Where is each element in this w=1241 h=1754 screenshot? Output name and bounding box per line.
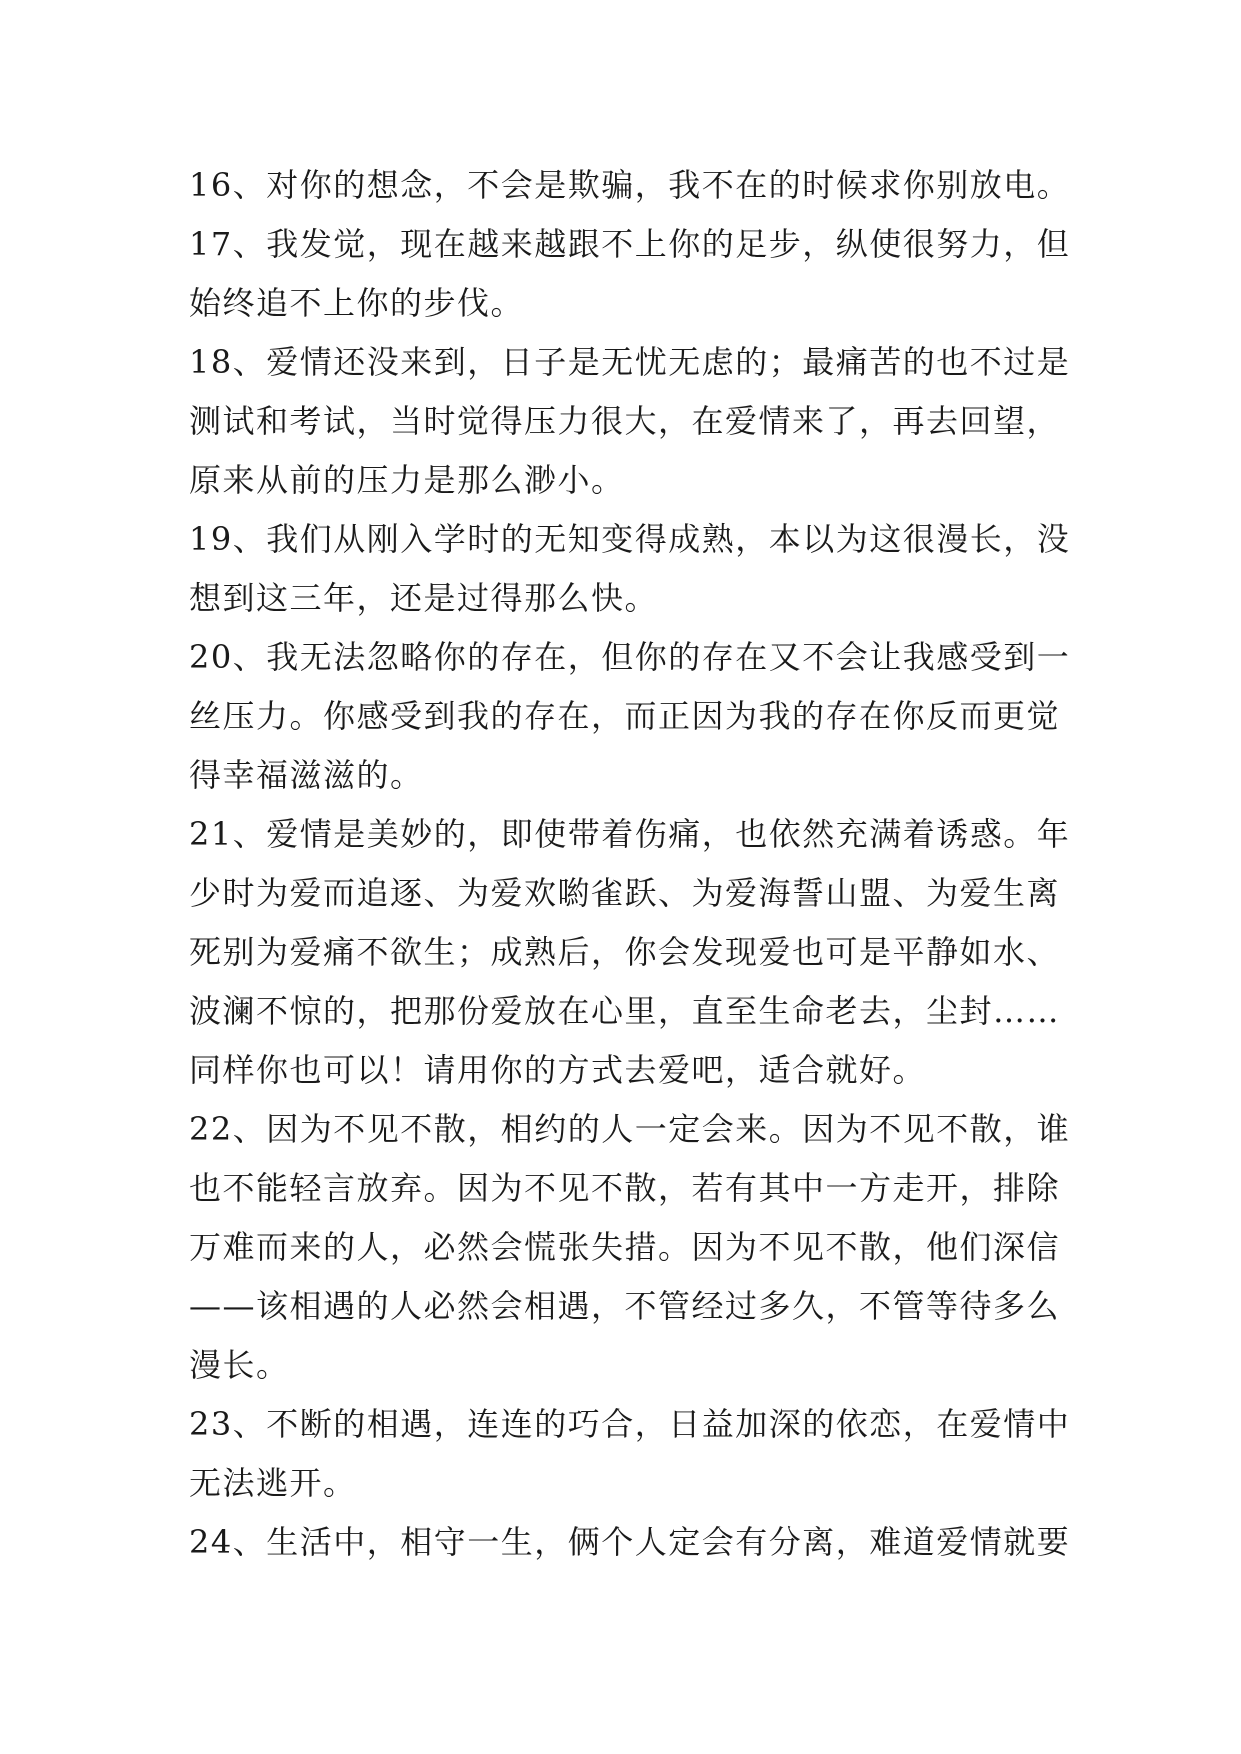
text-line: 24、生活中，相守一生，俩个人定会有分离，难道爱情就要 <box>189 1523 1071 1561</box>
text-line: ——该相遇的人必然会相遇，不管经过多久，不管等待多么 <box>189 1287 1061 1325</box>
text-line: 同样你也可以！请用你的方式去爱吧，适合就好。 <box>189 1051 927 1089</box>
text-line: 22、因为不见不散，相约的人一定会来。因为不见不散，谁 <box>189 1110 1071 1148</box>
text-line: 原来从前的压力是那么渺小。 <box>189 461 625 499</box>
text-line: 想到这三年，还是过得那么快。 <box>189 579 659 617</box>
text-line: 17、我发觉，现在越来越跟不上你的足步，纵使很努力，但 <box>189 225 1071 263</box>
text-line: 丝压力。你感受到我的存在，而正因为我的存在你反而更觉 <box>189 697 1061 735</box>
text-line: 测试和考试，当时觉得压力很大，在爱情来了，再去回望， <box>189 402 1061 440</box>
text-line: 少时为爱而追逐、为爱欢喲雀跃、为爱海誓山盟、为爱生离 <box>189 874 1061 912</box>
text-line: 万难而来的人，必然会慌张失措。因为不见不散，他们深信 <box>189 1228 1061 1266</box>
text-line: 得幸福滋滋的。 <box>189 756 424 794</box>
text-line: 16、对你的想念，不会是欺骗，我不在的时候求你别放电。 <box>189 166 1071 204</box>
text-line: 23、不断的相遇，连连的巧合，日益加深的依恋，在爱情中 <box>189 1405 1071 1443</box>
text-line: 也不能轻言放弃。因为不见不散，若有其中一方走开，排除 <box>189 1169 1061 1207</box>
text-line: 波澜不惊的，把那份爱放在心里，直至生命老去，尘封…… <box>189 992 1061 1030</box>
text-line: 20、我无法忽略你的存在，但你的存在又不会让我感受到一 <box>189 638 1071 676</box>
text-line: 始终追不上你的步伐。 <box>189 284 525 322</box>
text-line: 无法逃开。 <box>189 1464 357 1502</box>
text-line: 21、爱情是美妙的，即使带着伤痛，也依然充满着诱惑。年 <box>189 815 1071 853</box>
text-line: 19、我们从刚入学时的无知变得成熟，本以为这很漫长，没 <box>189 520 1071 558</box>
text-line: 死别为爱痛不欲生；成熟后，你会发现爱也可是平静如水、 <box>189 933 1061 971</box>
text-line: 漫长。 <box>189 1346 290 1384</box>
text-line: 18、爱情还没来到，日子是无忧无虑的；最痛苦的也不过是 <box>189 343 1071 381</box>
text-body <box>189 156 1071 1572</box>
